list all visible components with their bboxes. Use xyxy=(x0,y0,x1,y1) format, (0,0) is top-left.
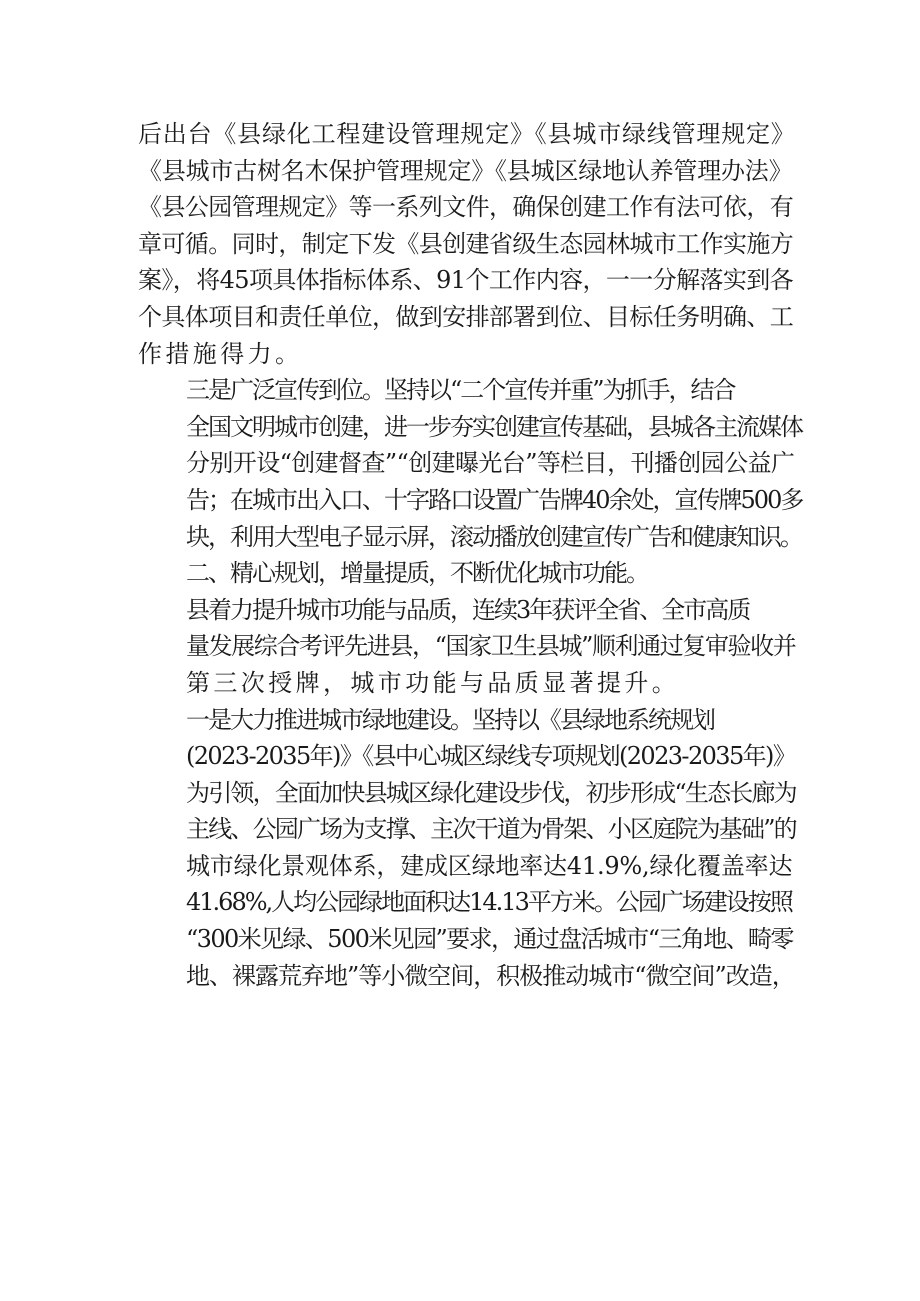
text-line: (2023-2035年)》《县中心城区绿线专项规划(2023-2035年)》 xyxy=(186,742,796,771)
text-line: 告；在城市出入口、十字路口设置广告牌40余处，宣传牌500多 xyxy=(186,485,803,514)
text-line: 二、精心规划，增量提质，不断优化城市功能。 xyxy=(186,559,648,588)
paragraph xyxy=(138,555,796,592)
text-line: 《县城市古树名木保护管理规定》《县城区绿地认养管理办法》 xyxy=(138,156,793,185)
text-line: 《县公园管理规定》等一系列文件，确保创建工作有法可依，有 xyxy=(138,193,794,222)
text-line: “300米见绿、500米见园”要求，通过盘活城市“三角地、畸零 xyxy=(186,925,793,954)
text-line: 个具体项目和责任单位，做到安排部署到位、目标任务明确、工 xyxy=(138,302,794,331)
paragraph xyxy=(138,702,796,995)
text-line: 全国文明城市创建，进一步夯实创建宣传基础，县城各主流媒体 xyxy=(186,412,802,441)
text-line: 县着力提升城市功能与品质，连续3年获评全省、全市高质 xyxy=(186,595,750,624)
paragraph xyxy=(138,372,803,555)
text-line: 41.68%,人均公园绿地面积达14.13平方米。公园广场建设按照 xyxy=(186,888,792,917)
text-line: 量发展综合考评先进县，“国家卫生县城”顺利通过复审验收并 xyxy=(186,632,796,661)
document-body xyxy=(138,116,803,994)
text-line: 三是广泛宣传到位。坚持以“二个宣传并重”为抓手，结合 xyxy=(186,376,735,405)
text-line: 为引领，全面加快县城区绿化建设步伐，初步形成“生态长廊为 xyxy=(186,778,796,807)
text-line: 分别开设“创建督查”“创建曝光台”等栏目，刊播创园公益广 xyxy=(186,449,795,478)
text-line: 章可循。同时，制定下发《县创建省级生态园林城市工作实施方 xyxy=(138,229,794,258)
paragraph xyxy=(138,116,796,372)
text-line: 地、裸露荒弃地”等小微空间，积极推动城市“微空间”改造， xyxy=(186,961,795,990)
text-line: 第三次授牌，城市功能与品质显著提升。 xyxy=(186,668,680,697)
paragraph xyxy=(138,592,796,702)
text-line: 案》，将45项具体指标体系、91个工作内容，一一分解落实到各 xyxy=(138,266,794,295)
text-line: 一是大力推进城市绿地建设。坚持以《县绿地系统规划 xyxy=(186,705,714,734)
text-line: 后出台《县绿化工程建设管理规定》《县城市绿线管理规定》 xyxy=(138,120,796,148)
text-line: 块，利用大型电子显示屏，滚动播放创建宣传广告和健康知识。 xyxy=(186,522,802,551)
text-line: 城市绿化景观体系，建成区绿地率达41.9%,绿化覆盖率达 xyxy=(186,851,793,880)
text-line: 作措施得力。 xyxy=(138,339,303,368)
text-line: 主线、公园广场为支撑、主次干道为骨架、小区庭院为基础”的 xyxy=(186,815,796,844)
